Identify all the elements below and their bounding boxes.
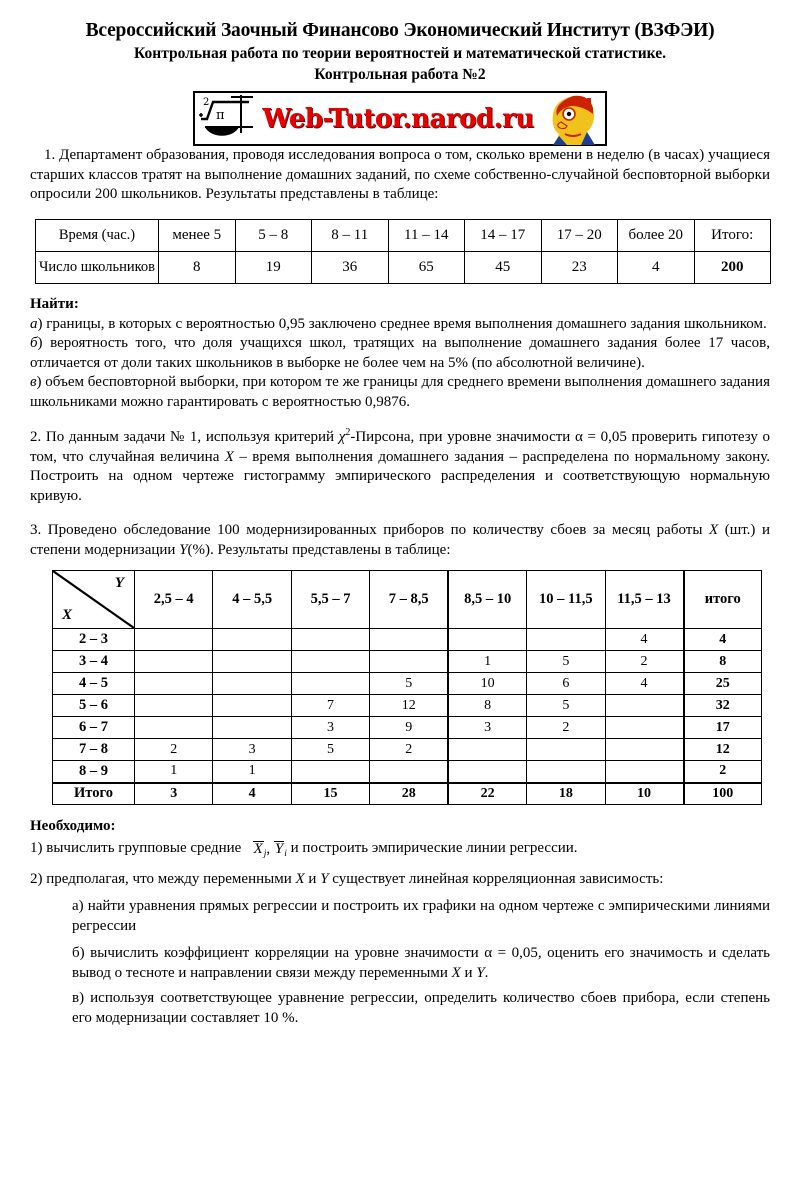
cell-data: 10 — [448, 673, 526, 695]
task2-text — [30, 426, 770, 506]
ybar-symbol: Y — [274, 841, 284, 858]
cell-col-total: 15 — [291, 783, 369, 805]
task3-sub-v — [30, 989, 770, 1028]
svg-text:2: 2 — [203, 97, 210, 109]
cell-data — [370, 651, 448, 673]
cell-data — [213, 717, 291, 739]
cell-col-total: 18 — [527, 783, 605, 805]
item-text-b: ) вероятность того, что доля учащихся школ, тратящих на выполнение домашнего задания более 17 часов, отличается от доли таких школьников в выборке не более чем на 5% (по абсолютной величине). — [30, 335, 770, 371]
table-row — [53, 761, 762, 783]
cell-data: 5 — [291, 739, 369, 761]
chi-symbol: χ — [338, 429, 346, 446]
cell-data: 2 — [527, 717, 605, 739]
table-row — [53, 651, 762, 673]
cell-data: 7 — [291, 695, 369, 717]
cell-data — [527, 739, 605, 761]
task1-item-v — [30, 373, 770, 412]
cell-count-label: Число школьников — [36, 251, 159, 283]
cell-data — [291, 761, 369, 783]
cell-data — [605, 739, 683, 761]
sub-b-end: . — [484, 964, 489, 981]
table-correlation — [52, 570, 762, 805]
sub-b-part1: б) вычислить коэффициент корреляции на уровне значимости α = 0,05, оценить его значимость и сделать вывод о тесноте и направлении связи между переменными — [72, 945, 770, 981]
cell-val-2: 36 — [312, 251, 389, 283]
cell-data — [527, 761, 605, 783]
cell-rowlabel: 6 – 7 — [53, 717, 135, 739]
table-row — [53, 695, 762, 717]
cell-total-row-label: Итого — [53, 783, 135, 805]
cell-data — [370, 629, 448, 651]
cell-data — [213, 629, 291, 651]
cell-data — [605, 717, 683, 739]
item2-and: и — [304, 870, 321, 887]
item-text-v: ) объем бесповторной выборки, при котором те же границы для среднего времени выполнения домашнего задания школьниками можно гарантировать с вероятностью 0,9876. — [30, 374, 770, 410]
task3-intro-2: (шт.) и степени модернизации — [30, 522, 770, 558]
task3-intro-1: 3. Проведено обследование 100 модернизированных приборов по количеству сбоев за месяц работы — [30, 522, 709, 539]
xbar-subscript: j — [263, 849, 267, 860]
item2-part1: 2) предполагая, что между переменными — [30, 870, 296, 887]
corner-label-x: X — [62, 607, 73, 624]
cell-col-total: 3 — [135, 783, 213, 805]
chi-exponent: 2 — [345, 427, 351, 439]
cell-data: 12 — [370, 695, 448, 717]
cell-col-total: 22 — [448, 783, 526, 805]
svg-text:π: π — [216, 108, 225, 124]
cell-data — [213, 673, 291, 695]
cell-data: 4 — [605, 629, 683, 651]
cell-corner-xy — [53, 571, 135, 629]
item-text-a: ) границы, в которых с вероятностью 0,95 заключено среднее время выполнения домашнего задания школьником. — [37, 315, 767, 332]
cell-colhead-1: 4 – 5,5 — [213, 571, 291, 629]
table-row — [53, 739, 762, 761]
cell-data — [135, 629, 213, 651]
cell-data: 5 — [527, 695, 605, 717]
cell-data: 3 — [448, 717, 526, 739]
cell-val-6: 4 — [618, 251, 695, 283]
xbar-symbol: X — [253, 841, 263, 858]
cell-data — [605, 761, 683, 783]
task2-part3: – время выполнения домашнего задания – распределена по нормальному закону. Построить на одном чертеже гистограмму эмпирического распределения и соответствующую нормальную кривую. — [30, 448, 771, 504]
find-heading: Найти: — [30, 295, 79, 312]
cell-data: 5 — [370, 673, 448, 695]
task3-sub-b — [30, 944, 770, 983]
cell-time-label: Время (час.) — [36, 219, 159, 251]
item-letter-a: а — [30, 315, 38, 332]
task3-item-1 — [30, 839, 770, 860]
task3-intro — [30, 521, 770, 560]
cell-total-value: 200 — [694, 251, 771, 283]
cell-colhead-4: 8,5 – 10 — [448, 571, 526, 629]
cell-data: 3 — [291, 717, 369, 739]
cell-data — [135, 673, 213, 695]
cell-rowlabel: 2 – 3 — [53, 629, 135, 651]
cell-colhead-5: 10 – 11,5 — [527, 571, 605, 629]
cell-data — [135, 695, 213, 717]
cell-row-total: 32 — [684, 695, 762, 717]
sub-b-var-y: Y — [476, 964, 485, 981]
cell-data: 1 — [448, 651, 526, 673]
document-header — [30, 20, 770, 84]
task3-item-2 — [30, 870, 770, 890]
cell-grand-total: 100 — [684, 783, 762, 805]
cell-data — [527, 629, 605, 651]
table-row — [53, 717, 762, 739]
cell-row-total: 4 — [684, 629, 762, 651]
cell-data — [135, 651, 213, 673]
cell-data: 8 — [448, 695, 526, 717]
institute-title: Всероссийский Заочный Финансово Экономический Институт (ВЗФЭИ) — [85, 20, 715, 41]
cell-data: 1 — [213, 761, 291, 783]
cell-data — [213, 651, 291, 673]
site-banner[interactable] — [193, 91, 607, 146]
cell-rowlabel: 7 – 8 — [53, 739, 135, 761]
cell-data — [291, 651, 369, 673]
cell-row-total: 12 — [684, 739, 762, 761]
cell-data: 2 — [605, 651, 683, 673]
cell-data — [291, 629, 369, 651]
table-time-distribution — [35, 219, 771, 284]
cell-col-total: 4 — [213, 783, 291, 805]
task3-var-x: X — [708, 522, 719, 539]
cell-rowlabel: 8 – 9 — [53, 761, 135, 783]
cell-val-4: 45 — [465, 251, 542, 283]
cell-val-5: 23 — [541, 251, 618, 283]
sub-b-var-x: X — [451, 964, 461, 981]
cell-data: 2 — [370, 739, 448, 761]
sqrt-pi-logo-icon — [197, 93, 259, 144]
cell-row-total: 2 — [684, 761, 762, 783]
item1-part2: и построить эмпирические линии регрессии. — [286, 840, 578, 857]
task3-var-y: Y — [179, 541, 188, 558]
cell-colhead-3: 7 – 8,5 — [370, 571, 448, 629]
cell-data — [605, 695, 683, 717]
cell-data: 2 — [135, 739, 213, 761]
cell-colhead-6: 11,5 – 13 — [605, 571, 683, 629]
cell-col-total: 10 — [605, 783, 683, 805]
cartoon-character-icon — [543, 92, 603, 145]
item-letter-v: в — [30, 374, 37, 391]
xbar-formula: $X_j$, $Y_i$ — [253, 841, 287, 860]
cell-data — [448, 761, 526, 783]
cell-total-header: Итого: — [694, 219, 771, 251]
task2-var-x: X — [224, 448, 234, 465]
sub-v-text: в) используя соответствующее уравнение регрессии, определить количество сбоев прибора, если степень его модернизации составляет 10 %. — [72, 990, 770, 1026]
cell-colhead-0: 2,5 – 4 — [135, 571, 213, 629]
cell-data — [135, 717, 213, 739]
cell-row-total: 25 — [684, 673, 762, 695]
task1-intro: 1. Департамент образования, проводя исследования вопроса о том, сколько времени в неделю (в часах) учащиеся старших классов тратят на выполнение домашних заданий, по схеме собственно-случайной бесповторной выборки опросили 200 школьников. Результаты представлены в таблице: — [30, 147, 770, 203]
cell-data — [370, 761, 448, 783]
cell-data: 3 — [213, 739, 291, 761]
task3-intro-3: (%). Результаты представлены в таблице: — [187, 541, 451, 558]
cell-cat-0: менее 5 — [159, 219, 236, 251]
cell-row-total: 8 — [684, 651, 762, 673]
corner-label-y: Y — [114, 575, 124, 592]
cell-data — [213, 695, 291, 717]
cell-col-total: 28 — [370, 783, 448, 805]
table-row-header — [53, 571, 762, 629]
cell-cat-5: 17 – 20 — [541, 219, 618, 251]
sub-a-text: а) найти уравнения прямых регрессии и построить их графики на одном чертеже с эмпирическими линиями регрессии — [72, 898, 770, 934]
cell-cat-1: 5 – 8 — [235, 219, 312, 251]
cell-row-total: 17 — [684, 717, 762, 739]
cell-data: 9 — [370, 717, 448, 739]
cell-data: 1 — [135, 761, 213, 783]
table-row-values — [36, 251, 771, 283]
task2-part1: 2. По данным задачи № 1, используя критерий — [30, 429, 339, 446]
item2-part2: существует линейная корреляционная зависимость: — [328, 870, 664, 887]
table-row — [53, 629, 762, 651]
cell-data: 5 — [527, 651, 605, 673]
cell-cat-4: 14 – 17 — [465, 219, 542, 251]
sub-b-and: и — [460, 964, 477, 981]
subject-title: Контрольная работа по теории вероятностей и математической статистике. — [134, 45, 666, 63]
item2-var-y: Y — [320, 870, 329, 887]
cell-rowlabel: 5 – 6 — [53, 695, 135, 717]
table-row — [53, 673, 762, 695]
banner-site-name: Web-Tutor.narod.ru — [262, 103, 534, 134]
task3-sub-a — [30, 897, 770, 936]
cell-val-0: 8 — [159, 251, 236, 283]
item1-part1: 1) вычислить групповые средние — [30, 840, 242, 857]
cell-data — [448, 629, 526, 651]
task1-item-a — [30, 315, 770, 335]
cell-data: 6 — [527, 673, 605, 695]
cell-rowlabel: 3 – 4 — [53, 651, 135, 673]
cell-cat-3: 11 – 14 — [388, 219, 465, 251]
table-row-header — [36, 219, 771, 251]
task1-item-b — [30, 334, 770, 373]
item2-var-x: X — [295, 870, 305, 887]
cell-data: 4 — [605, 673, 683, 695]
cell-data — [291, 673, 369, 695]
work-number-title: Контрольная работа №2 — [314, 65, 486, 83]
item-letter-b: б — [30, 335, 38, 352]
cell-val-1: 19 — [235, 251, 312, 283]
cell-val-3: 65 — [388, 251, 465, 283]
cell-colhead-total: итого — [684, 571, 762, 629]
cell-colhead-2: 5,5 – 7 — [291, 571, 369, 629]
cell-cat-6: более 20 — [618, 219, 695, 251]
table-row-totals — [53, 783, 762, 805]
cell-cat-2: 8 – 11 — [312, 219, 389, 251]
necessary-heading: Необходимо: — [30, 818, 116, 835]
ybar-subscript: i — [284, 849, 287, 860]
cell-data — [448, 739, 526, 761]
cell-rowlabel: 4 – 5 — [53, 673, 135, 695]
task2-part2: -Пирсона, при уровне значимости α = 0,05 проверить гипотезу о том, что случайная величина — [30, 429, 770, 465]
